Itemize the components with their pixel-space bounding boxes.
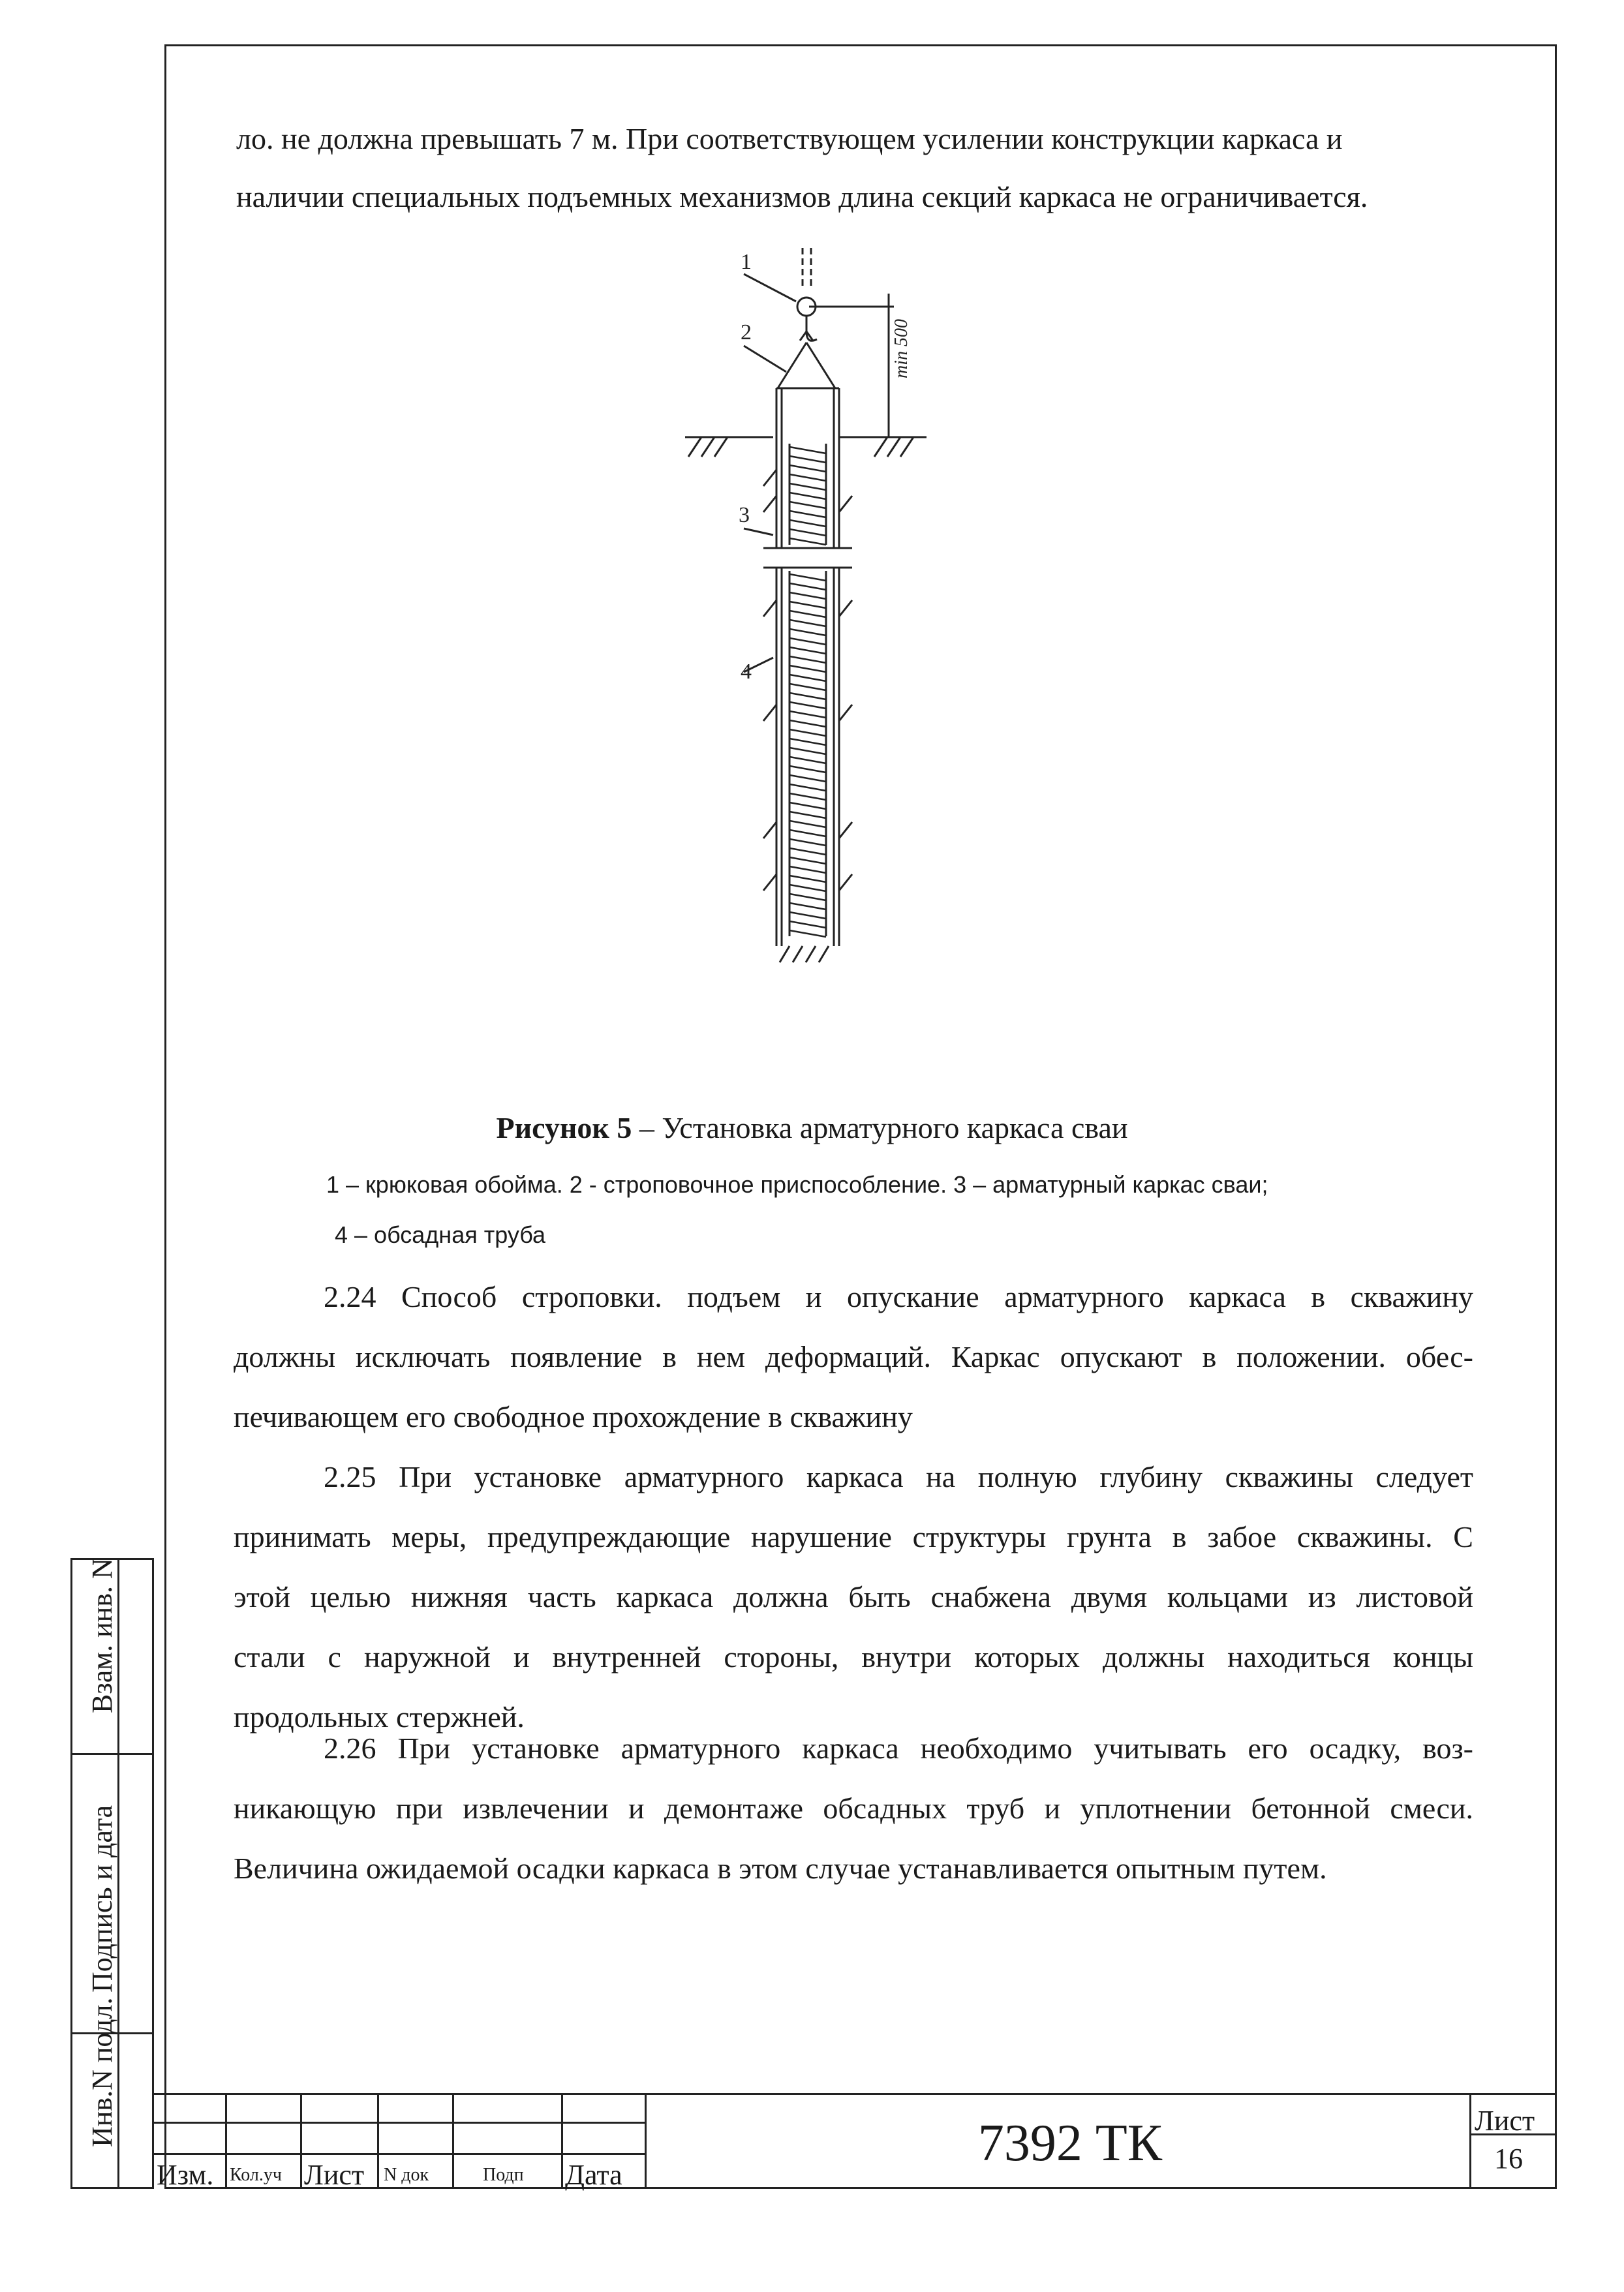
title-block-col <box>225 2093 227 2189</box>
cage-hoop <box>789 602 826 608</box>
paragraph-2-25 <box>234 1447 1473 1747</box>
cage-hoop <box>789 483 826 490</box>
title-block-col <box>645 2093 647 2189</box>
sidebar-divider <box>117 1558 119 2189</box>
title-block-col <box>561 2093 563 2189</box>
figure-caption-number: Рисунок 5 <box>496 1111 632 1144</box>
cage-hoop <box>789 729 826 736</box>
header-data: Дата <box>565 2159 622 2191</box>
cage-hoop <box>789 766 826 772</box>
sheet-label: Лист <box>1475 2105 1535 2137</box>
header-list: Лист <box>304 2159 365 2191</box>
text-line: ло. не должна превышать 7 м. При соответствующем усилении конструкции каркаса и <box>236 122 1343 155</box>
cage-hoop <box>789 839 826 846</box>
text-line: Величина ожидаемой осадки каркаса в этом случае устанавливается опытным путем. <box>234 1852 1327 1885</box>
cage-hoop <box>789 711 826 718</box>
cage-hoop <box>789 592 826 599</box>
sidebar-podpis <box>70 1753 154 2034</box>
cage-hoop <box>789 447 826 453</box>
cage-hoop <box>789 903 826 909</box>
cage-hoop <box>789 748 826 754</box>
title-block-col <box>452 2093 454 2189</box>
paragraph-2-26 <box>234 1719 1473 1899</box>
cage-hoop <box>789 629 826 635</box>
cage-hoop <box>789 665 826 672</box>
figure-caption <box>0 1110 1624 1145</box>
figure-caption-text: – Установка арматурного каркаса сваи <box>632 1111 1128 1144</box>
text-line: принимать меры, предупреждающие нарушение структуры грунта в забое скважины. С <box>234 1520 1473 1553</box>
cage-hoop <box>789 885 826 891</box>
cage-hoop <box>789 675 826 681</box>
sidebar-vzam <box>70 1558 154 1755</box>
text-line: 2.25 При установке арматурного каркаса на полную глубину скважины следует <box>324 1460 1473 1493</box>
cage-hoop <box>789 702 826 709</box>
document-number: 7392 ТК <box>977 2115 1163 2172</box>
cage-hoop <box>789 511 826 517</box>
cage-hoop <box>789 502 826 508</box>
title-block-col <box>377 2093 379 2189</box>
cage-hoop <box>789 538 826 545</box>
cage-hoop <box>789 638 826 645</box>
title-block-col <box>300 2093 302 2189</box>
cage-hoop <box>789 739 826 745</box>
cage-hoop <box>789 493 826 499</box>
figure-label-4: 4 <box>741 660 752 684</box>
cage-hoop <box>789 720 826 727</box>
text-line: 2.24 Способ строповки. подъем и опускание арматурного каркаса в скважину <box>324 1280 1473 1313</box>
text-line: стали с наружной и внутренней стороны, внутри которых должны находиться концы <box>234 1640 1473 1673</box>
paragraph-2-24 <box>234 1267 1473 1447</box>
text-line: печивающем его свободное прохождение в скважину <box>234 1400 913 1433</box>
text-line: должны исключать появление в нем деформаций. Каркас опускают в положении. обес- <box>234 1340 1473 1373</box>
figure-label-1: 1 <box>741 250 752 274</box>
cage-hoop <box>789 866 826 873</box>
cage-hoop <box>789 456 826 463</box>
cage-hoop <box>789 757 826 763</box>
cage-hoop <box>789 830 826 836</box>
cage-hoop <box>789 583 826 590</box>
text-line: 2.26 При установке арматурного каркаса необходимо учитывать его осадку, воз- <box>324 1732 1473 1765</box>
cage-hoop <box>789 784 826 791</box>
cage-hoop <box>789 857 826 864</box>
cage-hoop <box>789 812 826 818</box>
figure-legend-line: 4 – обсадная труба <box>335 1221 546 1248</box>
cage-hoop <box>789 775 826 782</box>
header-kol-uch: Кол.уч <box>230 2165 282 2185</box>
sidebar-label-vzam: Взам. инв. N <box>86 1558 118 1713</box>
cage-hoop <box>789 529 826 536</box>
cage-hoop <box>789 894 826 900</box>
figure-label-2: 2 <box>741 320 752 344</box>
cage-hoop <box>789 848 826 855</box>
sidebar-label-podpis: Подпись и дата <box>86 1805 118 1993</box>
cage-hoop <box>789 684 826 690</box>
cage-hoop <box>789 930 826 937</box>
cage-hoop <box>789 656 826 663</box>
text-line: наличии специальных подъемных механизмов длина секций каркаса не ограничивается. <box>236 180 1368 213</box>
figure-legend-line: 1 – крюковая обойма. 2 - строповочное приспособление. 3 – арматурный каркас сваи; <box>326 1171 1268 1198</box>
cage-hoop <box>789 802 826 809</box>
cage-hoop <box>789 921 826 928</box>
cage-hoop <box>789 912 826 919</box>
dimension-label: min 500 <box>891 319 912 378</box>
header-podp: Подп <box>483 2165 524 2185</box>
title-block-top <box>154 2093 1557 2095</box>
title-block-row <box>154 2122 645 2124</box>
header-n-dok: N док <box>384 2165 429 2185</box>
cage-hoop <box>789 693 826 699</box>
figure-label-3: 3 <box>739 503 750 527</box>
header-izm: Изм. <box>157 2159 214 2191</box>
cage-hoop <box>789 465 826 472</box>
cage-hoop <box>789 574 826 581</box>
sheet-number: 16 <box>1494 2143 1523 2175</box>
text-line: никающую при извлечении и демонтаже обсадных труб и уплотнении бетонной смеси. <box>234 1792 1473 1825</box>
text-line: этой целью нижняя часть каркаса должна быть снабжена двумя кольцами из листовой <box>234 1580 1473 1613</box>
cage-hoop <box>789 793 826 800</box>
cage-hoop <box>789 520 826 527</box>
cage-hoop <box>789 611 826 617</box>
cage-hoop <box>789 474 826 481</box>
cage-hoop <box>789 876 826 882</box>
title-block-row <box>154 2153 645 2155</box>
sidebar-inv <box>70 1997 154 2189</box>
pile-reinforcement-figure <box>679 248 953 972</box>
text-line: продольных стержней. <box>234 1700 525 1734</box>
cage-hoop <box>789 821 826 827</box>
cage-hoop <box>789 620 826 626</box>
cage-hoop <box>789 647 826 654</box>
sidebar-label-inv: Инв.N подл. <box>86 1997 118 2147</box>
